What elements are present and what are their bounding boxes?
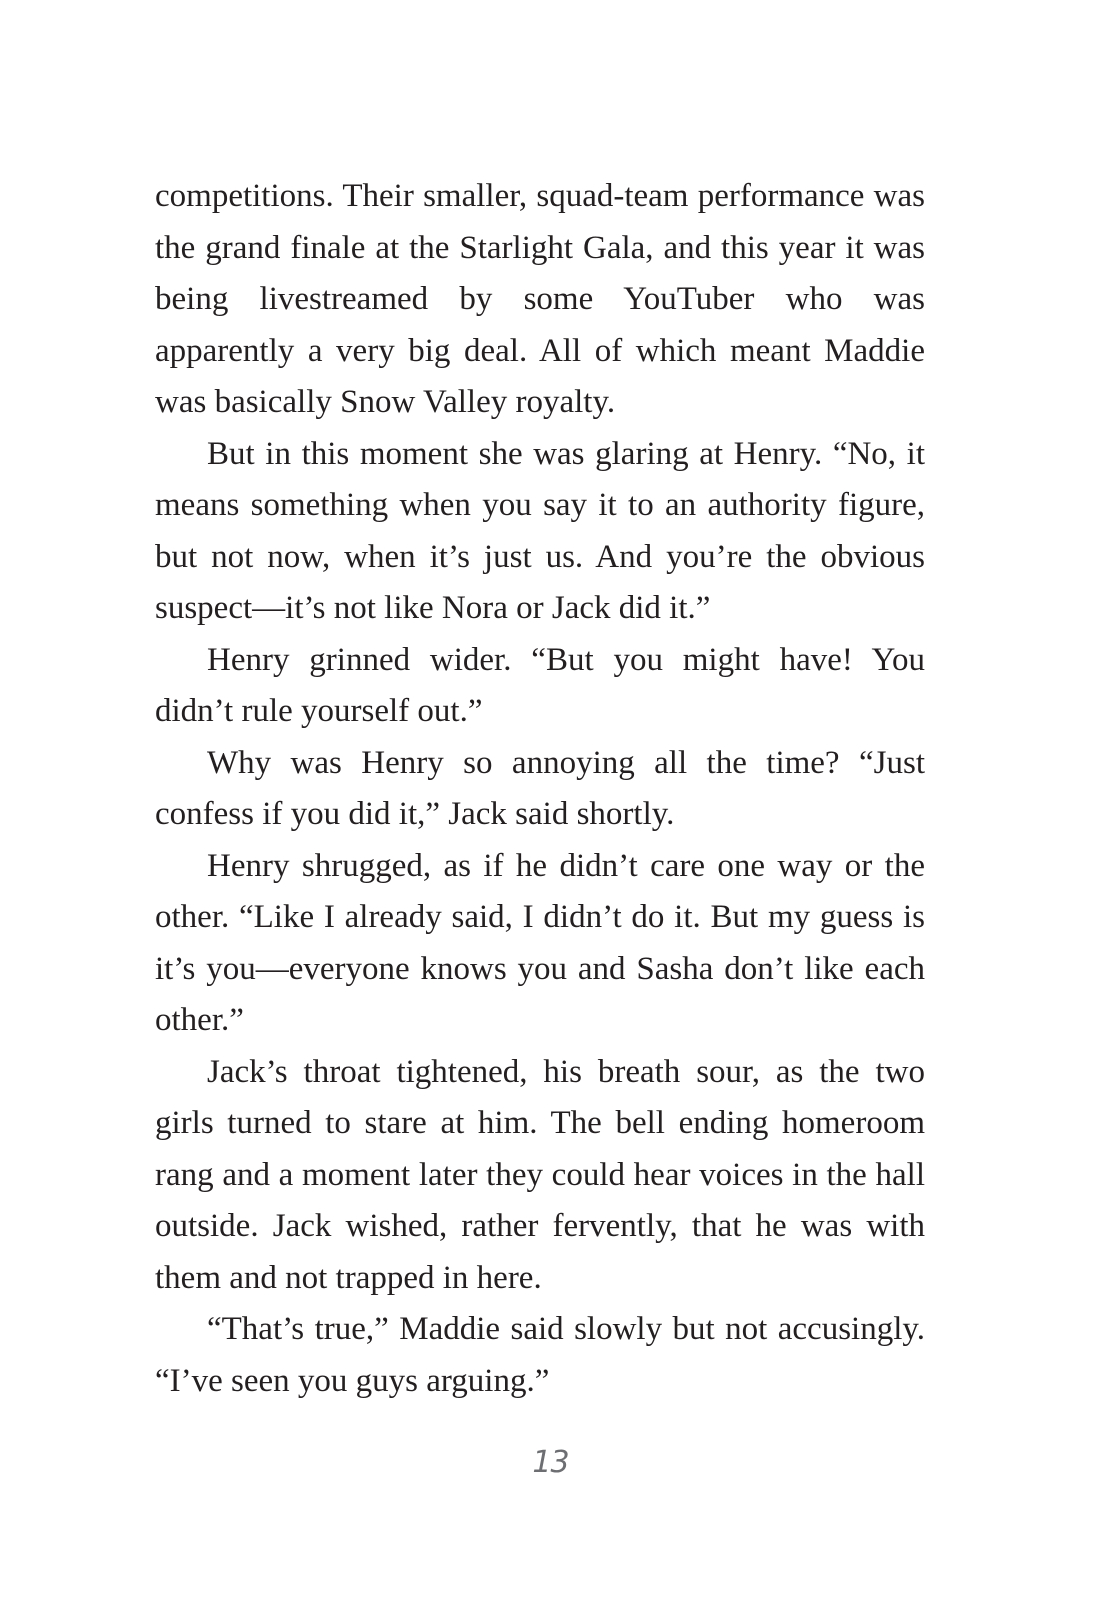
page-number: 13 — [532, 1445, 569, 1480]
body-text — [155, 171, 925, 1407]
paragraph-continued: competitions. Their smaller, squad-team performance was the grand finale at the Starlight Gala, and this year it was being livestreamed by some YouTuber who was apparently a very big deal. All of which meant Maddie was basically Snow Valley royalty. — [155, 178, 925, 420]
paragraph: Jack’s throat tightened, his breath sour, as the two girls turned to stare at him. The bell ending homeroom rang and a moment later they could hear voices in the hall outside. Jack wished, rather fervently, that he was with them and not trapped in here. — [155, 1053, 925, 1296]
paragraph: Why was Henry so annoying all the time? “Just confess if you did it,” Jack said shortly. — [155, 744, 925, 832]
paragraph: “That’s true,” Maddie said slowly but not accusingly. “I’ve seen you guys arguing.” — [155, 1311, 925, 1399]
paragraph: But in this moment she was glaring at Henry. “No, it means something when you say it to an authority figure, but not now, when it’s just us. And you’re the obvious suspect—it’s not like Nora or Jack did it.” — [155, 435, 925, 626]
paragraph: Henry grinned wider. “But you might have! You didn’t rule yourself out.” — [155, 641, 925, 729]
paragraph: Henry shrugged, as if he didn’t care one way or the other. “Like I already said, I didn’t do it. But my guess is it’s you—everyone knows you and Sasha don’t like each other.” — [155, 847, 925, 1038]
